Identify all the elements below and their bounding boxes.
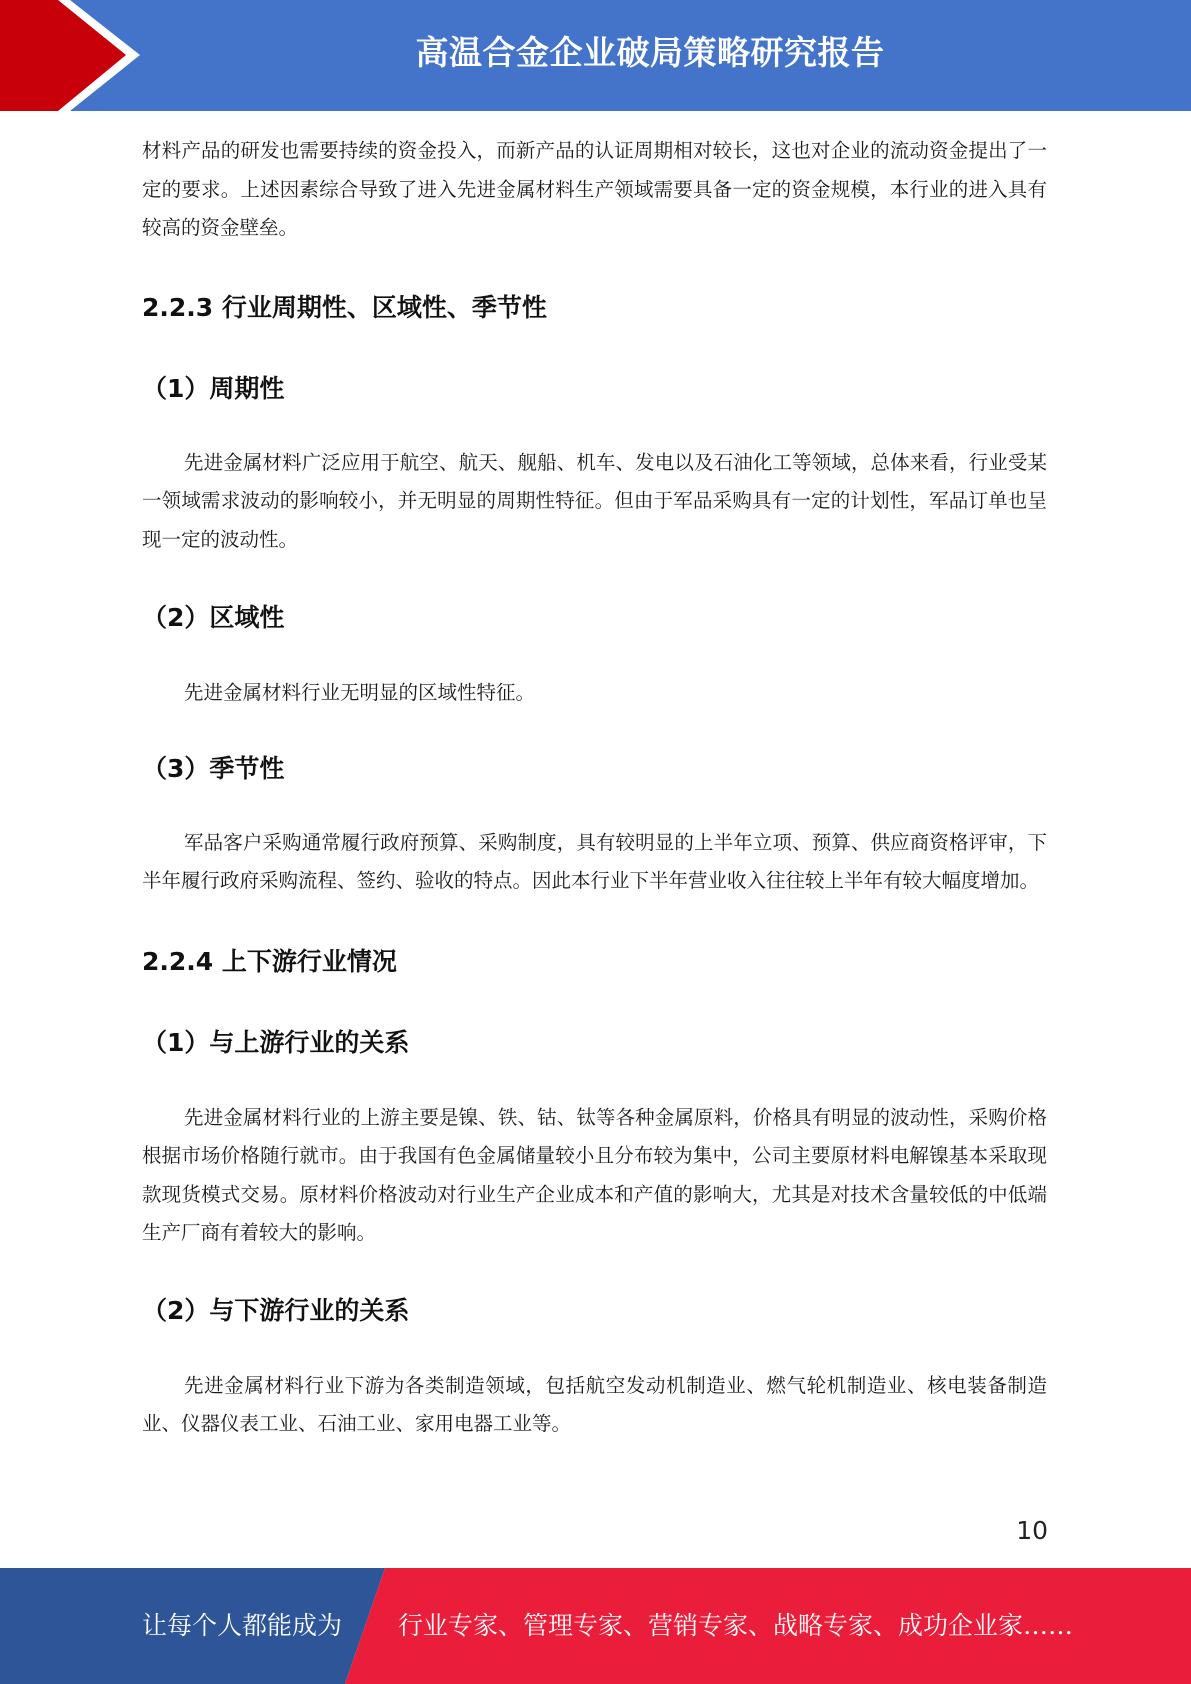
paragraph-upstream: 先进金属材料行业的上游主要是镍、铁、钴、钛等各种金属原料，价格具有明显的波动性，采购价格根据市场价格随行就市。由于我国有色金属储量较小且分布较为集中，公司主要原材料电解镍基本采取现款现货模式交易。原材料价格波动对行业生产企业成本和产值的影响大，尤其是对技术含量较低的中低端生产厂商有着较大的影响。	[142, 1105, 1047, 1244]
report-title: 高温合金企业破局策略研究报告	[415, 33, 885, 72]
section-heading-2-2-4: 2.2.4 上下游行业情况	[142, 946, 397, 976]
header-arrow-decoration	[0, 0, 150, 111]
document-body	[142, 132, 1047, 1444]
subheading-regionality: （2）区域性	[142, 603, 285, 632]
page-header	[0, 0, 1191, 111]
section-heading-2-2-3: 2.2.3 行业周期性、区域性、季节性	[142, 292, 547, 322]
footer-slogan-left: 让每个人都能成为	[142, 1611, 343, 1640]
page-number: 10	[1016, 1516, 1048, 1545]
page-footer	[0, 1568, 1191, 1684]
subheading-cyclicality: （1）周期性	[142, 373, 285, 403]
paragraph-cyclicality: 先进金属材料广泛应用于航空、航天、舰船、机车、发电以及石油化工等领域，总体来看，行业受某一领域需求波动的影响较小，并无明显的周期性特征。但由于军品采购具有一定的计划性，军品订单也呈现一定的波动性。	[142, 450, 1047, 551]
subheading-upstream: （1）与上游行业的关系	[142, 1027, 410, 1057]
paragraph-regionality: 先进金属材料行业无明显的区域性特征。	[184, 681, 536, 704]
intro-paragraph: 材料产品的研发也需要持续的资金投入，而新产品的认证周期相对较长，这也对企业的流动资金提出了一定的要求。上述因素综合导致了进入先进金属材料生产领域需要具备一定的资金规模，本行业的进入具有较高的资金壁垒。	[142, 139, 1047, 239]
paragraph-downstream: 先进金属材料行业下游为各类制造领域，包括航空发动机制造业、燃气轮机制造业、核电装备制造业、仪器仪表工业、石油工业、家用电器工业等。	[142, 1373, 1047, 1435]
paragraph-seasonality: 军品客户采购通常履行政府预算、采购制度，具有较明显的上半年立项、预算、供应商资格评审，下半年履行政府采购流程、签约、验收的特点。因此本行业下半年营业收入往往较上半年有较大幅度增加。	[142, 830, 1047, 892]
subheading-downstream: （2）与下游行业的关系	[142, 1295, 410, 1325]
subheading-seasonality: （3）季节性	[142, 753, 285, 783]
footer-slogan-right: 行业专家、管理专家、营销专家、战略专家、成功企业家……	[398, 1611, 1074, 1640]
